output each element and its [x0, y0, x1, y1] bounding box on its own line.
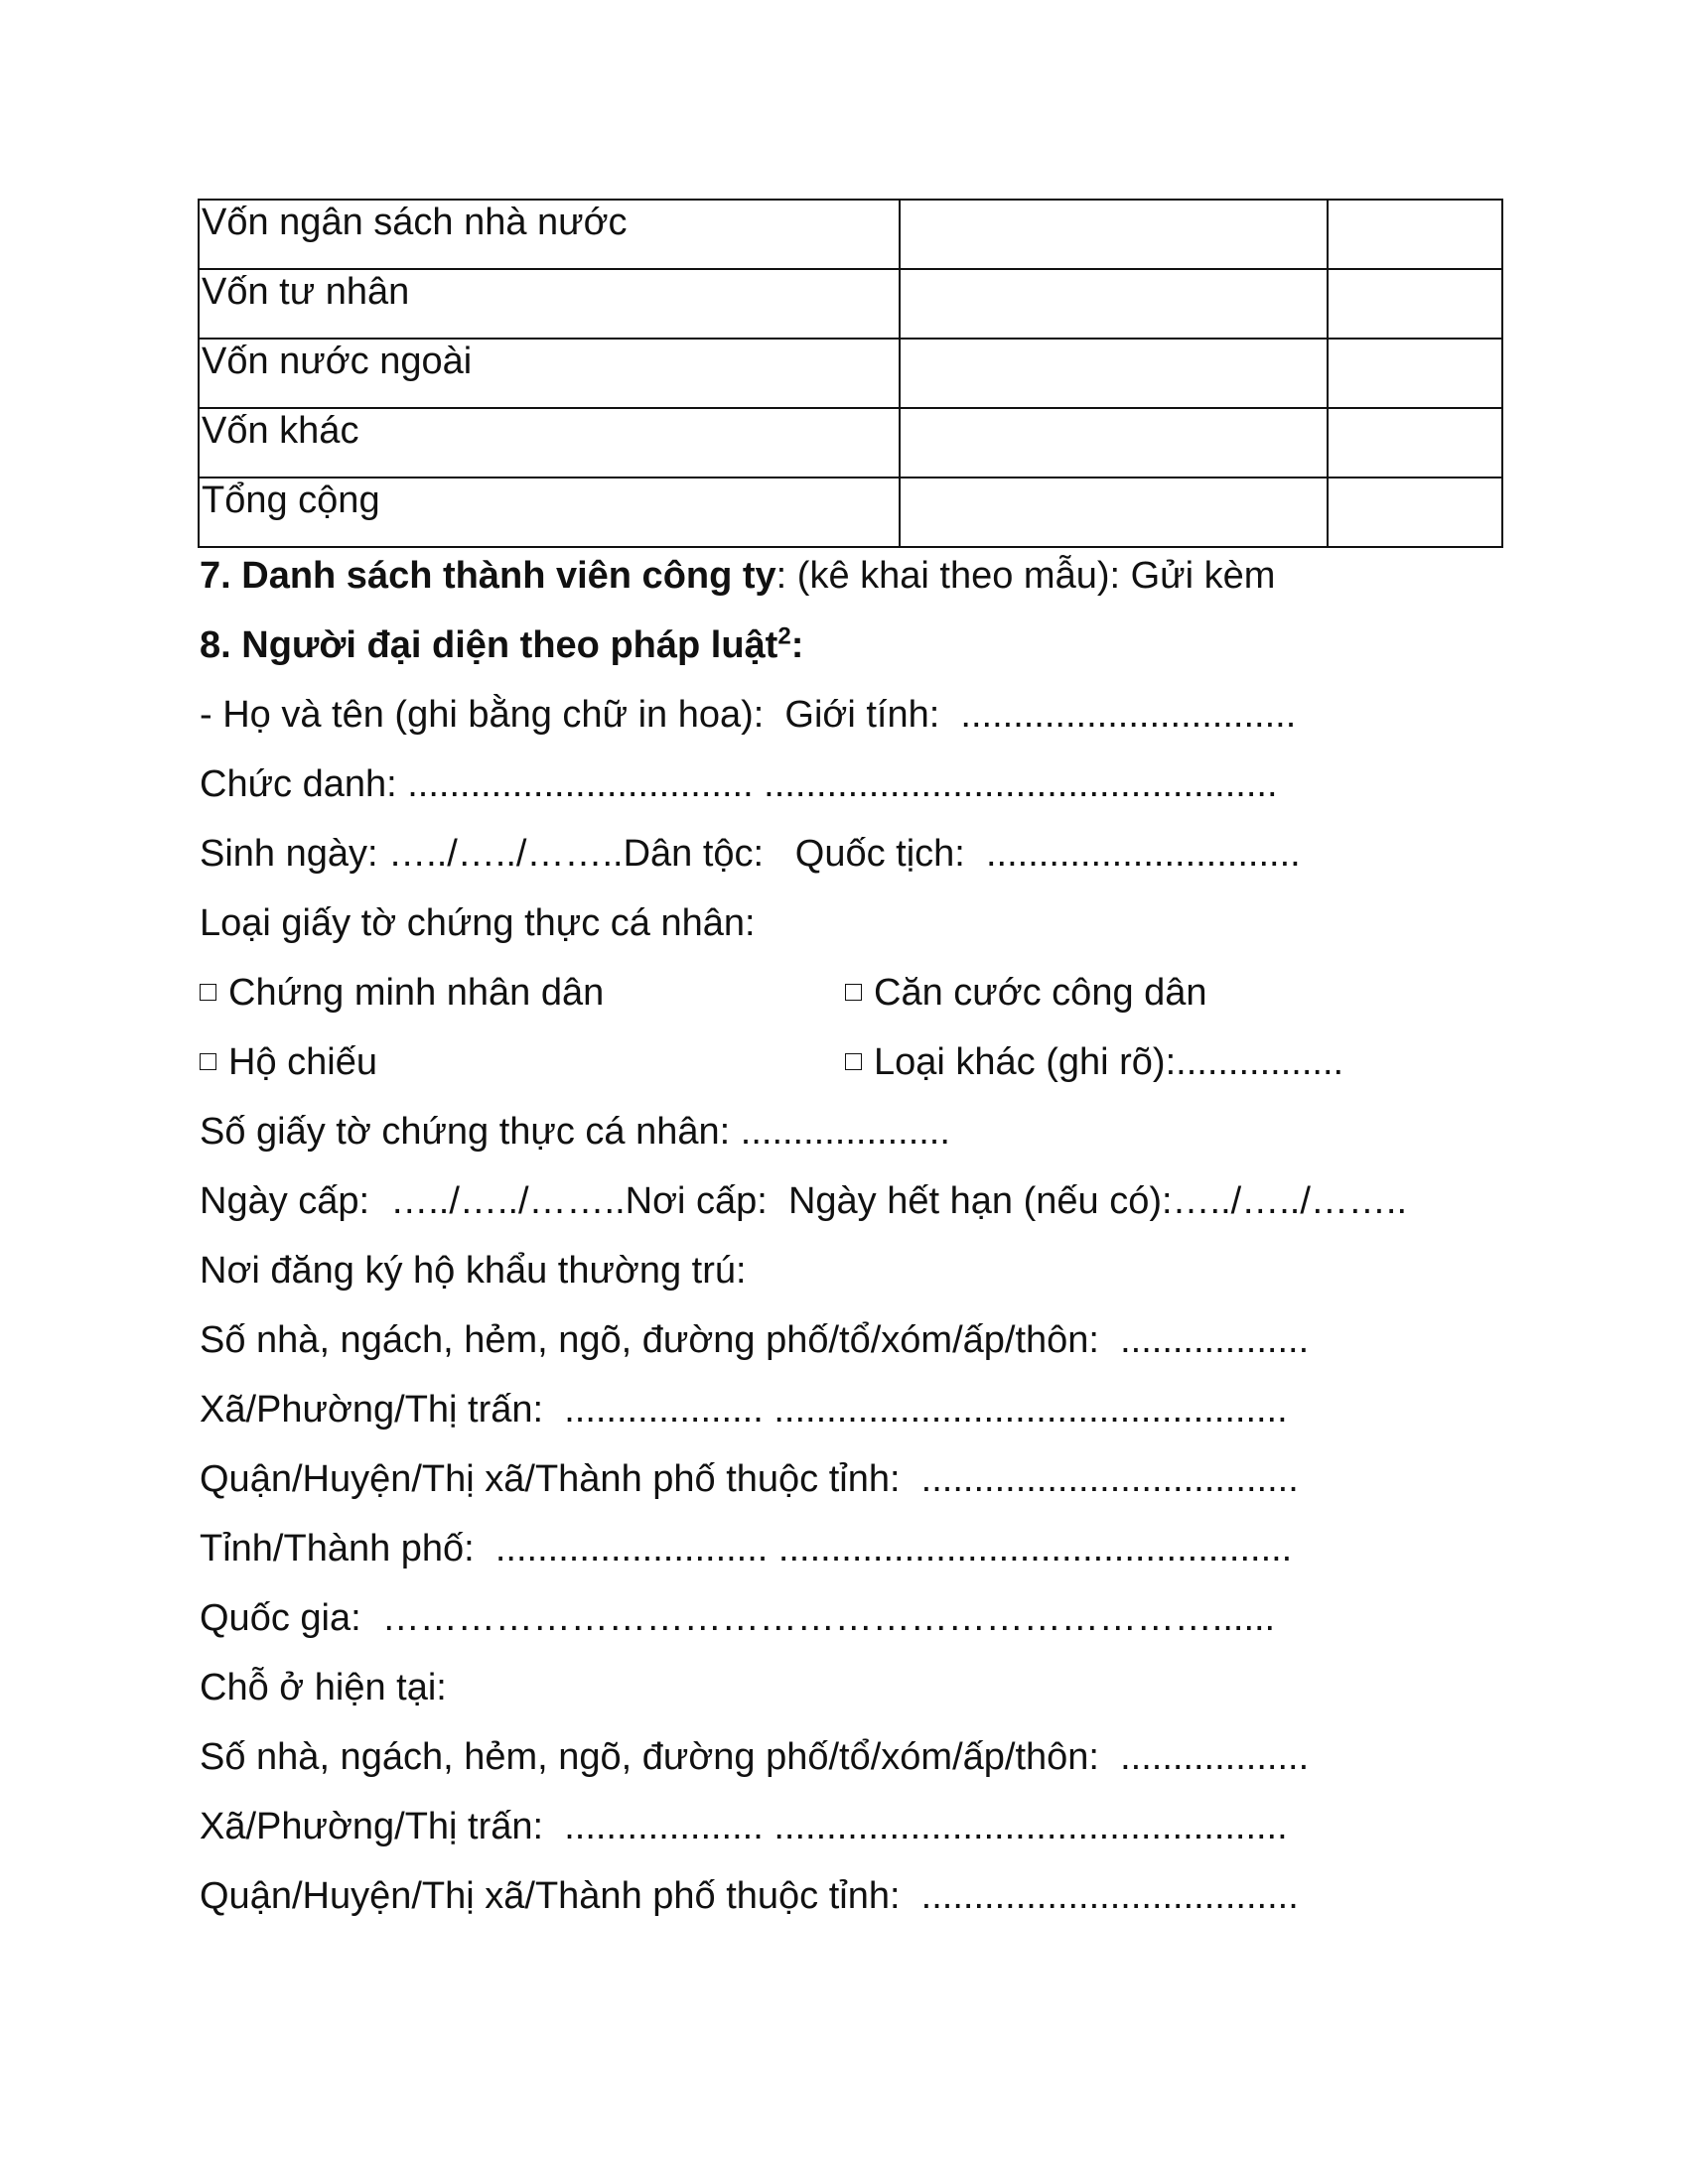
section-7-text: : (kê khai theo mẫu): Gửi kèm	[775, 555, 1276, 597]
permanent-street-field[interactable]: Số nhà, ngách, hẻm, ngõ, đường phố/tổ/xóm/ấp/thôn: ..................	[200, 1319, 1310, 1361]
checkbox-icon[interactable]	[845, 1053, 862, 1070]
checkbox-option-citizen-card[interactable]	[845, 971, 1207, 1015]
section-8-heading	[200, 623, 803, 667]
table-cell-label: Vốn nước ngoài	[199, 339, 900, 408]
table-cell-value[interactable]	[900, 339, 1328, 408]
birth-ethnicity-nationality-field[interactable]: Sinh ngày: …../…../……..Dân tộc: Quốc tịch: ..............................	[200, 833, 1301, 875]
table-cell-ratio[interactable]	[1328, 339, 1502, 408]
table-cell-label: Tổng cộng	[199, 478, 900, 547]
table-cell-ratio[interactable]	[1328, 408, 1502, 478]
checkbox-option-other[interactable]	[845, 1040, 1343, 1084]
permanent-province-field[interactable]: Tỉnh/Thành phố: .......................... .................................................	[200, 1528, 1293, 1570]
footnote-marker: 2	[777, 622, 791, 650]
table-cell-label: Vốn khác	[199, 408, 900, 478]
current-residence-label: Chỗ ở hiện tại:	[200, 1667, 447, 1708]
table-cell-ratio[interactable]	[1328, 269, 1502, 339]
id-type-label: Loại giấy tờ chứng thực cá nhân:	[200, 902, 756, 944]
checkbox-icon[interactable]	[845, 984, 862, 1001]
option-label: Loại khác (ghi rõ):................	[874, 1041, 1344, 1083]
permanent-residence-label: Nơi đăng ký hộ khẩu thường trú:	[200, 1250, 747, 1292]
table-row	[199, 269, 1502, 339]
table-cell-value[interactable]	[900, 269, 1328, 339]
table-cell-label: Vốn ngân sách nhà nước	[199, 200, 900, 269]
table-cell-value[interactable]	[900, 200, 1328, 269]
table-cell-value[interactable]	[900, 408, 1328, 478]
table-cell-ratio[interactable]	[1328, 200, 1502, 269]
option-label: Hộ chiếu	[228, 1041, 377, 1083]
id-number-field[interactable]: Số giấy tờ chứng thực cá nhân: ....................	[200, 1111, 950, 1153]
job-title-field[interactable]: Chức danh: ................................. .................................................	[200, 763, 1278, 805]
permanent-country-field[interactable]: Quốc gia: …………………………………………………………......	[200, 1597, 1276, 1639]
table-cell-ratio[interactable]	[1328, 478, 1502, 547]
permanent-ward-field[interactable]: Xã/Phường/Thị trấn: ................... .................................................	[200, 1389, 1288, 1431]
permanent-district-field[interactable]: Quận/Huyện/Thị xã/Thành phố thuộc tỉnh: ....................................	[200, 1458, 1299, 1500]
table-cell-label: Vốn tư nhân	[199, 269, 900, 339]
section-7-heading	[200, 554, 1275, 598]
table-row	[199, 478, 1502, 547]
table-row	[199, 339, 1502, 408]
table-cell-value[interactable]	[900, 478, 1328, 547]
table-row	[199, 408, 1502, 478]
current-ward-field[interactable]: Xã/Phường/Thị trấn: ................... .................................................	[200, 1806, 1288, 1847]
checkbox-icon[interactable]	[200, 1053, 216, 1070]
section-7-title: 7. Danh sách thành viên công ty	[200, 555, 776, 597]
issue-date-place-field[interactable]: Ngày cấp: …../…../……..Nơi cấp: Ngày hết hạn (nếu có):…../…../……..	[200, 1180, 1407, 1222]
checkbox-option-passport[interactable]	[200, 1040, 377, 1084]
current-street-field[interactable]: Số nhà, ngách, hẻm, ngõ, đường phố/tổ/xóm/ấp/thôn: ..................	[200, 1736, 1310, 1778]
table-row	[199, 200, 1502, 269]
checkbox-icon[interactable]	[200, 984, 216, 1001]
capital-structure-table	[198, 199, 1503, 548]
option-label: Chứng minh nhân dân	[228, 972, 605, 1014]
option-label: Căn cước công dân	[874, 972, 1207, 1014]
section-8-title: 8. Người đại diện theo pháp luật	[200, 624, 778, 666]
current-district-field[interactable]: Quận/Huyện/Thị xã/Thành phố thuộc tỉnh: ....................................	[200, 1875, 1299, 1917]
checkbox-option-id-card[interactable]	[200, 971, 604, 1015]
section-8-colon: :	[790, 624, 804, 666]
full-name-field[interactable]: - Họ và tên (ghi bằng chữ in hoa): Giới tính: ................................	[200, 694, 1297, 736]
